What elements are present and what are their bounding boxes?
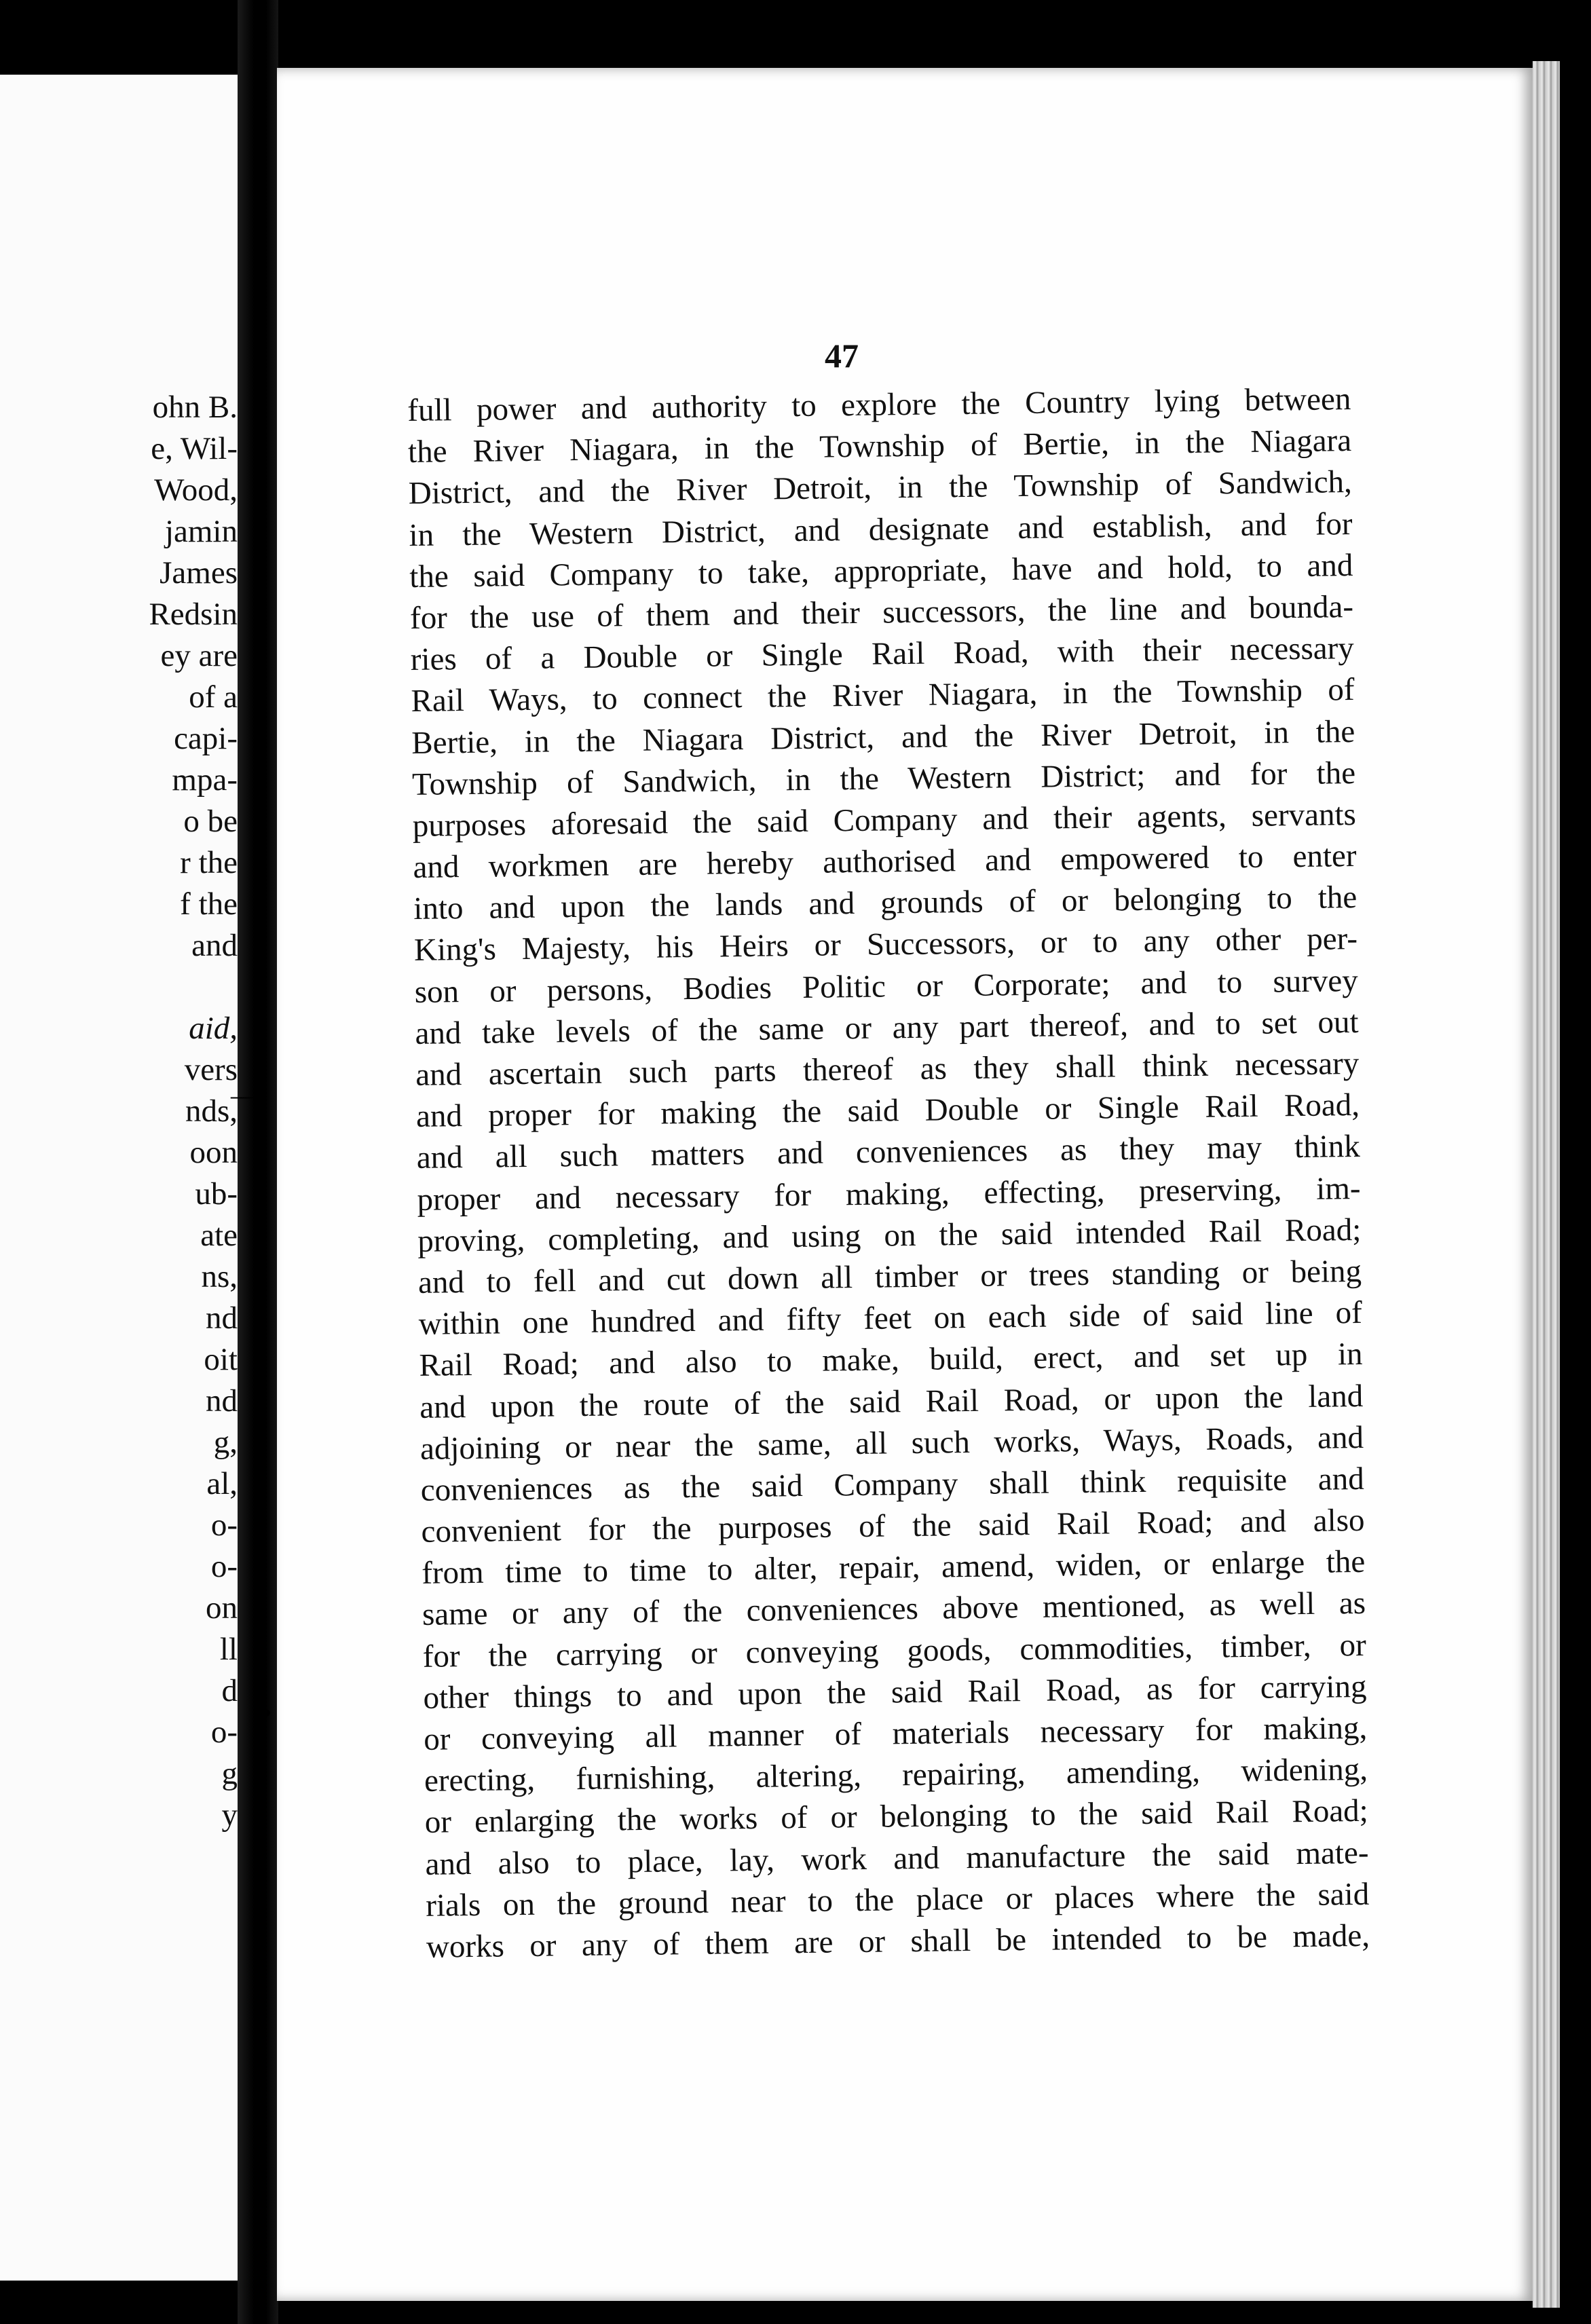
fragment-line: and <box>191 928 238 963</box>
fragment-line: ate <box>200 1218 238 1253</box>
fragment-line: of a <box>189 679 238 715</box>
text-line: proper and necessary for making, effecting, preserving, im- <box>417 1170 1361 1218</box>
text-line: Rail Road; and also to make, build, erect, and set up in <box>419 1336 1363 1384</box>
text-line: purposes aforesaid the said Company and their agents, servants <box>412 796 1357 844</box>
fragment-line: aid, <box>189 1011 238 1046</box>
fragment-line: jamin <box>164 514 238 549</box>
fragment-line: al, <box>206 1466 238 1501</box>
fragment-line: mpa- <box>172 762 238 798</box>
text-line: the River Niagara, in the Township of Bertie, in the Niagara <box>407 423 1352 470</box>
text-line: convenient for the purposes of the said Rail Road; and also <box>421 1502 1365 1550</box>
text-line: Township of Sandwich, in the Western District; and for the <box>411 755 1356 802</box>
fragment-line <box>0 967 238 1008</box>
binding-thread-mark: — <box>231 1080 258 1110</box>
text-line: proving, completing, and using on the said intended Rail Road; <box>417 1212 1362 1259</box>
text-line: erecting, furnishing, altering, repairing, amending, widening, <box>424 1752 1368 1799</box>
fragment-line: on <box>206 1590 238 1626</box>
fragment-line: oit <box>204 1342 238 1377</box>
text-line: same or any of the conveniences above mentioned, as well as <box>422 1586 1366 1633</box>
fragment-line: o- <box>210 1714 238 1750</box>
text-line: rials on the ground near to the place or places where the said <box>425 1876 1370 1924</box>
text-line: King's Majesty, his Heirs or Successors, or to any other per- <box>413 921 1358 969</box>
fragment-line: ohn B. <box>152 390 238 425</box>
text-line: ries of a Double or Single Rail Road, with their necessary <box>410 631 1355 678</box>
text-line: full power and authority to explore the Country lying between <box>407 381 1351 428</box>
fragment-line: o- <box>210 1507 238 1543</box>
text-line: for the carrying or conveying goods, commodities, timber, or <box>422 1627 1367 1674</box>
text-line: and also to place, lay, work and manufacture the said mate- <box>425 1835 1369 1882</box>
fragment-line: o- <box>210 1549 238 1584</box>
text-line: for the use of them and their successors, the line and bounda- <box>409 588 1354 636</box>
text-line: Rail Ways, to connect the River Niagara, in the Township of <box>411 672 1355 719</box>
text-line: from time to time to alter, repair, amend, widen, or enlarge the <box>421 1544 1366 1592</box>
text-line: and ascertain such parts thereof as they shall think necessary <box>415 1045 1360 1093</box>
text-line: the said Company to take, appropriate, have and hold, to and <box>409 547 1353 595</box>
fragment-line: r the <box>180 845 238 880</box>
fragment-line: g, <box>213 1425 238 1460</box>
text-line: and proper for making the said Double or Single Rail Road, <box>415 1087 1360 1135</box>
fragment-line: o be <box>183 804 238 839</box>
fragment-line: d <box>221 1673 238 1708</box>
fragment-line: oon <box>189 1135 238 1170</box>
text-line: into and upon the lands and grounds of or belonging to the <box>413 880 1358 927</box>
previous-page-text <box>0 387 238 1836</box>
text-line: adjoining or near the same, all such works, Ways, Roads, and <box>419 1419 1364 1467</box>
text-line: in the Western District, and designate and establish, and for <box>409 506 1353 553</box>
text-line: and upon the route of the said Rail Road, or upon the land <box>419 1378 1364 1425</box>
text-line: or conveying all manner of materials necessary for making, <box>423 1710 1368 1757</box>
page-number: 47 <box>825 337 859 375</box>
fragment-line: e, Wil- <box>151 431 238 466</box>
text-line: Bertie, in the Niagara District, and the River Detroit, in the <box>411 713 1355 761</box>
page-edges <box>1533 61 1560 2308</box>
binding-dot-mark: • <box>262 1698 272 1728</box>
text-line: conveniences as the said Company shall think requisite and <box>420 1461 1365 1508</box>
fragment-line: ub- <box>195 1176 238 1212</box>
fragment-line: y <box>221 1797 238 1833</box>
text-line: and to fell and cut down all timber or trees standing or being <box>417 1253 1362 1300</box>
fragment-line: nd <box>206 1300 238 1336</box>
text-line: other things to and upon the said Rail Road, as for carrying <box>423 1668 1367 1716</box>
text-line: District, and the River Detroit, in the Township of Sandwich, <box>408 464 1353 512</box>
fragment-line: Redsin <box>149 597 238 632</box>
fragment-line: nd <box>206 1383 238 1419</box>
book-gutter <box>238 0 278 2324</box>
fragment-line: ey are <box>160 638 238 673</box>
text-line: or enlarging the works of or belonging to the said Rail Road; <box>424 1793 1368 1841</box>
page-body-text <box>407 379 1370 1968</box>
text-line: within one hundred and fifty feet on each side of said line of <box>418 1295 1363 1343</box>
text-line: and all such matters and conveniences as they may think <box>416 1129 1361 1176</box>
fragment-line: ll <box>219 1632 238 1667</box>
fragment-line: vers <box>184 1052 238 1087</box>
text-line: and take levels of the same or any part thereof, and to set out <box>415 1004 1359 1051</box>
fragment-line: nds, <box>185 1093 238 1129</box>
text-line: and workmen are hereby authorised and empowered to enter <box>413 838 1357 886</box>
fragment-line: ns, <box>201 1259 238 1294</box>
text-line: works or any of them are or shall be intended to be made, <box>426 1917 1370 1965</box>
fragment-line: Wood, <box>154 472 238 508</box>
fragment-line: g <box>221 1756 238 1791</box>
fragment-line: f the <box>180 886 238 922</box>
text-line: son or persons, Bodies Politic or Corporate; and to survey <box>414 962 1359 1010</box>
fragment-line: James <box>160 555 238 591</box>
previous-page-fragment <box>0 75 238 2281</box>
fragment-line: capi- <box>174 721 238 756</box>
